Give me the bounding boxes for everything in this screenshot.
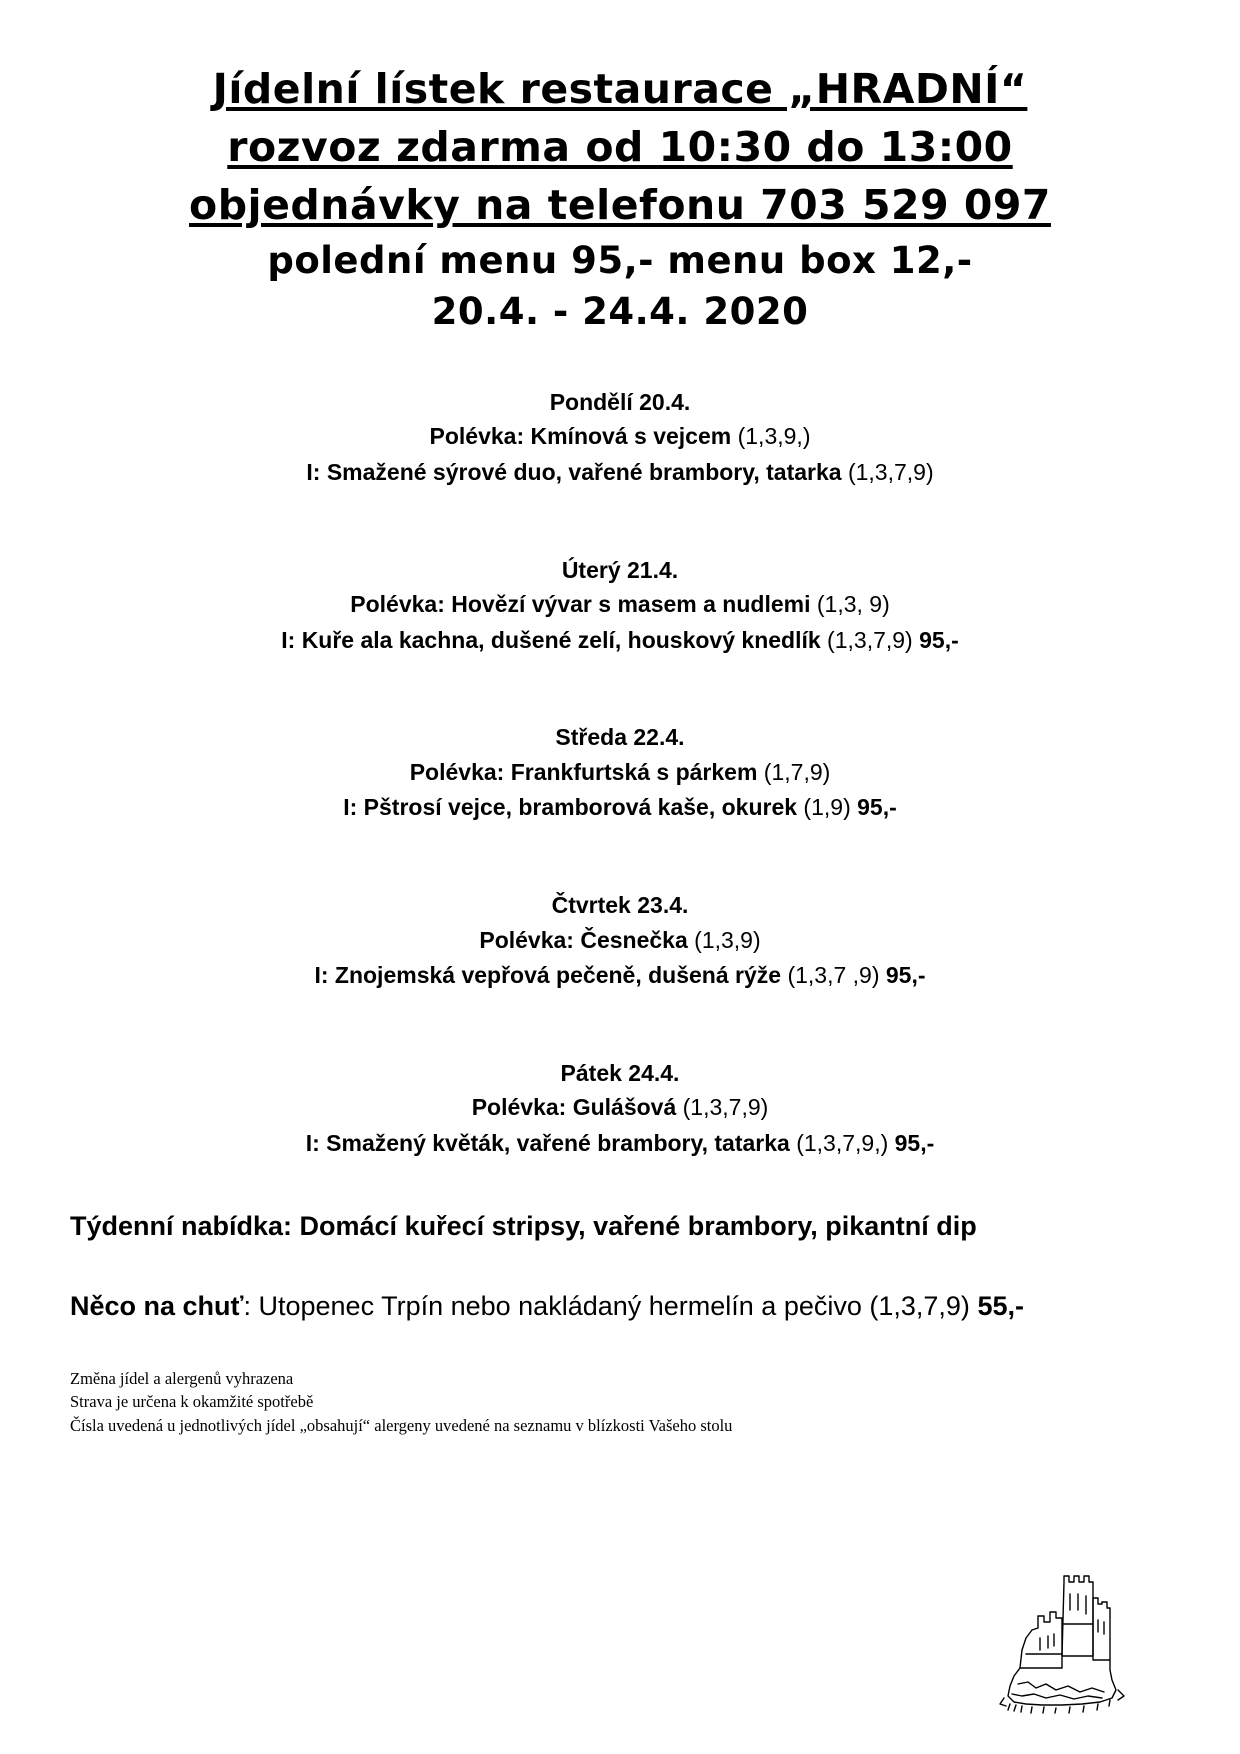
soup-label: Polévka: Česnečka bbox=[479, 926, 688, 953]
order-phone: objednávky na telefonu 703 529 097 bbox=[189, 181, 1051, 230]
soup-allergens: (1,3,9,) bbox=[731, 423, 811, 450]
day-list bbox=[70, 385, 1170, 1162]
soup-allergens: (1,7,9) bbox=[757, 758, 831, 785]
day-soup bbox=[70, 1090, 1170, 1126]
castle-illustration bbox=[952, 1564, 1142, 1714]
soup-label: Polévka: Hovězí vývar s masem a nudlemi bbox=[350, 591, 811, 618]
main-label: I: Kuře ala kachna, dušené zelí, houskový knedlík bbox=[281, 626, 821, 653]
day-soup bbox=[70, 923, 1170, 959]
weekly-offer bbox=[70, 1206, 1170, 1247]
soup-label: Polévka: Gulášová bbox=[471, 1094, 677, 1121]
main-allergens: (1,3,7,9,) bbox=[789, 1130, 895, 1157]
taste-offer-price: 55,- bbox=[977, 1291, 1024, 1322]
weekly-offer-text: Domácí kuřecí stripsy, vařené brambory, pikantní dip bbox=[299, 1210, 977, 1241]
day-main bbox=[70, 1126, 1170, 1162]
menu-date-range: 20.4. - 24.4. 2020 bbox=[431, 289, 809, 333]
day-block bbox=[70, 1056, 1170, 1162]
day-main bbox=[70, 455, 1170, 491]
main-allergens: (1,9) bbox=[797, 794, 858, 821]
footnote-line: Změna jídel a alergenů vyhrazena bbox=[70, 1368, 294, 1388]
restaurant-title: Jídelní lístek restaurace „HRADNÍ“ bbox=[212, 65, 1028, 113]
day-title: Pondělí 20.4. bbox=[549, 388, 691, 415]
taste-offer-label: Něco na chuť bbox=[70, 1291, 244, 1322]
menu-header bbox=[70, 60, 1170, 337]
special-offers bbox=[70, 1206, 1170, 1327]
soup-allergens: (1,3,7,9) bbox=[676, 1094, 769, 1121]
delivery-hours: rozvoz zdarma od 10:30 do 13:00 bbox=[227, 123, 1013, 172]
main-allergens: (1,3,7,9) bbox=[841, 458, 934, 485]
day-title: Pátek 24.4. bbox=[560, 1059, 680, 1086]
day-block bbox=[70, 888, 1170, 994]
footnote-line: Strava je určena k okamžité spotřebě bbox=[70, 1392, 314, 1412]
main-allergens: (1,3,7 ,9) bbox=[781, 962, 886, 989]
footnote-line: Čísla uvedená u jednotlivých jídel „obsahují“ alergeny uvedené na seznamu v blízkosti Vašeho stolu bbox=[70, 1415, 733, 1435]
day-main bbox=[70, 958, 1170, 994]
main-price: 95,- bbox=[857, 794, 897, 821]
main-label: I: Znojemská vepřová pečeně, dušená rýže bbox=[314, 962, 782, 989]
day-soup bbox=[70, 419, 1170, 455]
main-label: I: Smažený květák, vařené brambory, tatarka bbox=[305, 1130, 790, 1157]
soup-allergens: (1,3,9) bbox=[687, 926, 761, 953]
day-block bbox=[70, 720, 1170, 826]
main-price: 95,- bbox=[919, 626, 959, 653]
menu-prices: polední menu 95,- menu box 12,- bbox=[267, 238, 973, 282]
main-label: I: Smažené sýrové duo, vařené brambory, tatarka bbox=[306, 458, 842, 485]
main-label: I: Pštrosí vejce, bramborová kaše, okurek bbox=[343, 794, 798, 821]
main-allergens: (1,3,7,9) bbox=[820, 626, 920, 653]
day-main bbox=[70, 623, 1170, 659]
day-main bbox=[70, 790, 1170, 826]
day-title: Středa 22.4. bbox=[555, 724, 685, 751]
day-block bbox=[70, 553, 1170, 659]
taste-offer-text: : Utopenec Trpín nebo nakládaný hermelín a pečivo (1,3,7,9) bbox=[243, 1291, 978, 1322]
day-title: Úterý 21.4. bbox=[561, 556, 679, 583]
main-price: 95,- bbox=[894, 1130, 935, 1157]
day-soup bbox=[70, 755, 1170, 791]
soup-label: Polévka: Frankfurtská s párkem bbox=[409, 758, 758, 785]
day-block bbox=[70, 385, 1170, 491]
footnotes bbox=[70, 1367, 1170, 1437]
day-soup bbox=[70, 587, 1170, 623]
main-price: 95,- bbox=[885, 962, 926, 989]
weekly-offer-label: Týdenní nabídka: bbox=[70, 1210, 300, 1241]
taste-offer bbox=[70, 1286, 1170, 1327]
day-title: Čtvrtek 23.4. bbox=[551, 892, 689, 919]
soup-label: Polévka: Kmínová s vejcem bbox=[429, 423, 732, 450]
soup-allergens: (1,3, 9) bbox=[810, 591, 890, 618]
